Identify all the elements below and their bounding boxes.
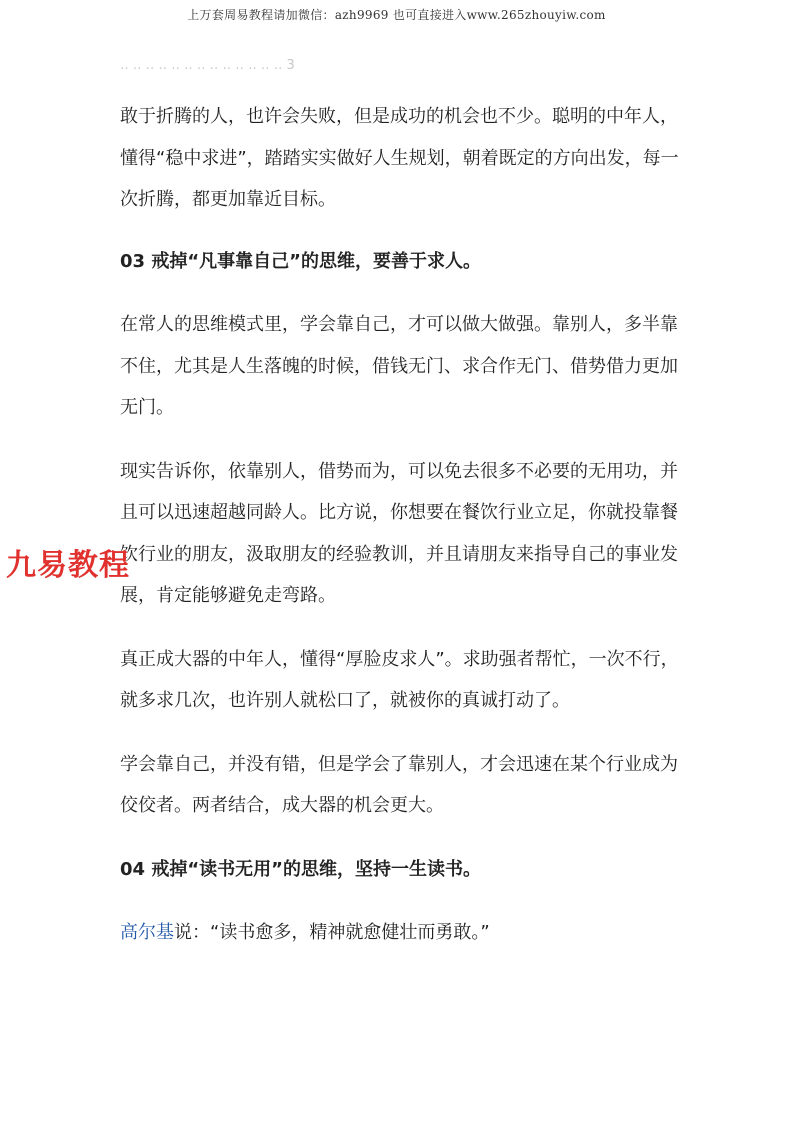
quote-text: 说：“读书愈多，精神就愈健壮而勇敢。” <box>174 922 490 943</box>
faded-top-line: ‥ ‥ ‥ ‥ ‥ ‥ ‥ ‥ ‥ ‥ ‥ ‥ ‥ 3 <box>120 58 295 73</box>
quote-author-link[interactable]: 高尔基 <box>120 922 174 943</box>
paragraph-5: 学会靠自己，并没有错，但是学会了靠别人，才会迅速在某个行业成为佼佼者。两者结合，成大器的机会更大。 <box>120 753 678 816</box>
paragraph-3: 现实告诉你，依靠别人，借势而为，可以免去很多不必要的无用功，并且可以迅速超越同龄人。比方说，你想要在餐饮行业立足，你就投靠餐饮行业的朋友，汲取朋友的经验教训，并且请朋友来指导自己的事业发展，肯定能够避免走弯路。 <box>120 460 678 606</box>
paragraph-2: 在常人的思维模式里，学会靠自己，才可以做大做强。靠别人，多半靠不住，尤其是人生落魄的时候，借钱无门、求合作无门、借势借力更加无门。 <box>120 314 678 418</box>
paragraph-1: 敢于折腾的人，也许会失败，但是成功的机会也不少。聪明的中年人，懂得“稳中求进”，踏踏实实做好人生规划，朝着既定的方向出发，每一次折腾，都更加靠近目标。 <box>120 106 679 210</box>
section-heading-04: 04 戒掉“读书无用”的思维，坚持一生读书。 <box>120 858 481 880</box>
quote-paragraph <box>120 912 680 954</box>
watermark-logo: 九易教程 <box>6 548 130 583</box>
page-header-ad: 上万套周易教程请加微信：azh9969 也可直接进入www.265zhouyiw.com <box>187 8 606 22</box>
paragraph-4: 真正成大器的中年人，懂得“厚脸皮求人”。求助强者帮忙，一次不行，就多求几次，也许别人就松口了，就被你的真诚打动了。 <box>120 648 679 711</box>
section-heading-03: 03 戒掉“凡事靠自己”的思维，要善于求人。 <box>120 250 481 272</box>
article-body <box>120 96 680 954</box>
